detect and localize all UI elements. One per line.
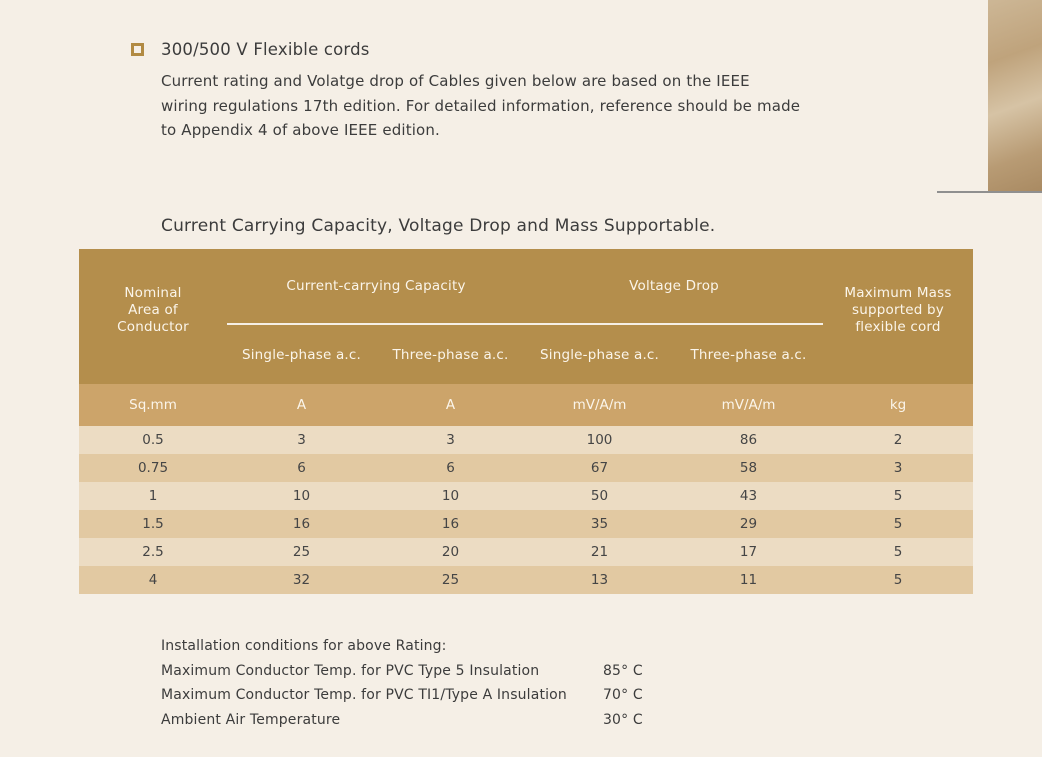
table-row (79, 566, 973, 594)
table-cell: 86 (674, 426, 823, 454)
table-cell: 32 (227, 566, 376, 594)
capacity-table (79, 249, 973, 594)
header-vd-single-phase: Single-phase a.c. (539, 346, 660, 363)
table-body (79, 384, 973, 594)
table-cell: 16 (227, 510, 376, 538)
conditions-title: Installation conditions for above Rating: (161, 638, 447, 654)
installation-conditions (161, 634, 683, 732)
table-cell: 2.5 (79, 538, 227, 566)
condition-value: 85° C (603, 662, 643, 679)
header-vd-three-phase: Three-phase a.c. (690, 346, 807, 363)
table-cell: 20 (376, 538, 525, 566)
table-cell: 0.5 (79, 426, 227, 454)
header-cc-single-phase: Single-phase a.c. (241, 346, 362, 363)
table-cell: 10 (227, 482, 376, 510)
table-cell: 1.5 (79, 510, 227, 538)
condition-row (161, 683, 683, 708)
table-cell: 25 (227, 538, 376, 566)
table-cell: 3 (376, 426, 525, 454)
table-cell: 6 (227, 454, 376, 482)
unit-cell: Sq.mm (79, 384, 227, 426)
unit-cell: mV/A/m (674, 384, 823, 426)
table-cell: 16 (376, 510, 525, 538)
square-bullet-icon (131, 43, 144, 56)
table-cell: 5 (823, 482, 973, 510)
section-heading-row (131, 40, 370, 59)
table-cell: 17 (674, 538, 823, 566)
condition-label: Maximum Conductor Temp. for PVC Type 5 Insulation (161, 662, 540, 679)
unit-cell: mV/A/m (525, 384, 674, 426)
table-cell: 6 (376, 454, 525, 482)
condition-row (161, 708, 683, 733)
table-cell: 10 (376, 482, 525, 510)
table-cell: 5 (823, 510, 973, 538)
table-cell: 3 (823, 454, 973, 482)
table-cell: 58 (674, 454, 823, 482)
unit-cell: kg (823, 384, 973, 426)
table-cell: 13 (525, 566, 674, 594)
table-cell: 4 (79, 566, 227, 594)
table-cell: 1 (79, 482, 227, 510)
condition-label: Ambient Air Temperature (161, 711, 341, 728)
header-nominal-area (79, 249, 227, 384)
table-row (79, 426, 973, 454)
decorative-photo (988, 0, 1042, 192)
table-cell: 29 (674, 510, 823, 538)
header-voltage-drop: Voltage Drop (525, 249, 823, 324)
table-cell: 25 (376, 566, 525, 594)
table-cell: 35 (525, 510, 674, 538)
condition-label: Maximum Conductor Temp. for PVC TI1/Type A Insulation (161, 687, 567, 703)
unit-cell: A (227, 384, 376, 426)
table-row (79, 538, 973, 566)
decorative-rule (937, 191, 1042, 193)
table-cell: 11 (674, 566, 823, 594)
table-row (79, 454, 973, 482)
table-cell: 5 (823, 566, 973, 594)
units-row (79, 384, 973, 426)
unit-cell: A (376, 384, 525, 426)
table-cell: 21 (525, 538, 674, 566)
header-maximum-mass-label: Maximum Mass supported by flexible cord (844, 285, 952, 335)
header-row-primary (79, 249, 973, 324)
table-cell: 67 (525, 454, 674, 482)
table-cell: 50 (525, 482, 674, 510)
header-nominal-area-label: Nominal Area of Conductor (117, 285, 189, 335)
table-cell: 2 (823, 426, 973, 454)
condition-row (161, 659, 683, 684)
table-row (79, 482, 973, 510)
header-current-carrying-capacity: Current-carrying Capacity (227, 249, 525, 324)
header-cc-three-phase: Three-phase a.c. (392, 346, 509, 363)
table-title: Current Carrying Capacity, Voltage Drop and Mass Supportable. (161, 216, 716, 236)
table-cell: 3 (227, 426, 376, 454)
table-cell: 0.75 (79, 454, 227, 482)
table-cell: 100 (525, 426, 674, 454)
intro-paragraph: Current rating and Volatge drop of Cables given below are based on the IEEE wiring regulations 17th edition. For detailed information, reference should be made to Appendix 4 of above IEEE edition. (161, 72, 801, 139)
table-row (79, 510, 973, 538)
section-heading: 300/500 V Flexible cords (161, 40, 370, 59)
table-cell: 43 (674, 482, 823, 510)
header-maximum-mass (823, 249, 973, 384)
condition-value: 70° C (603, 687, 643, 703)
condition-value: 30° C (603, 711, 643, 728)
table-cell: 5 (823, 538, 973, 566)
